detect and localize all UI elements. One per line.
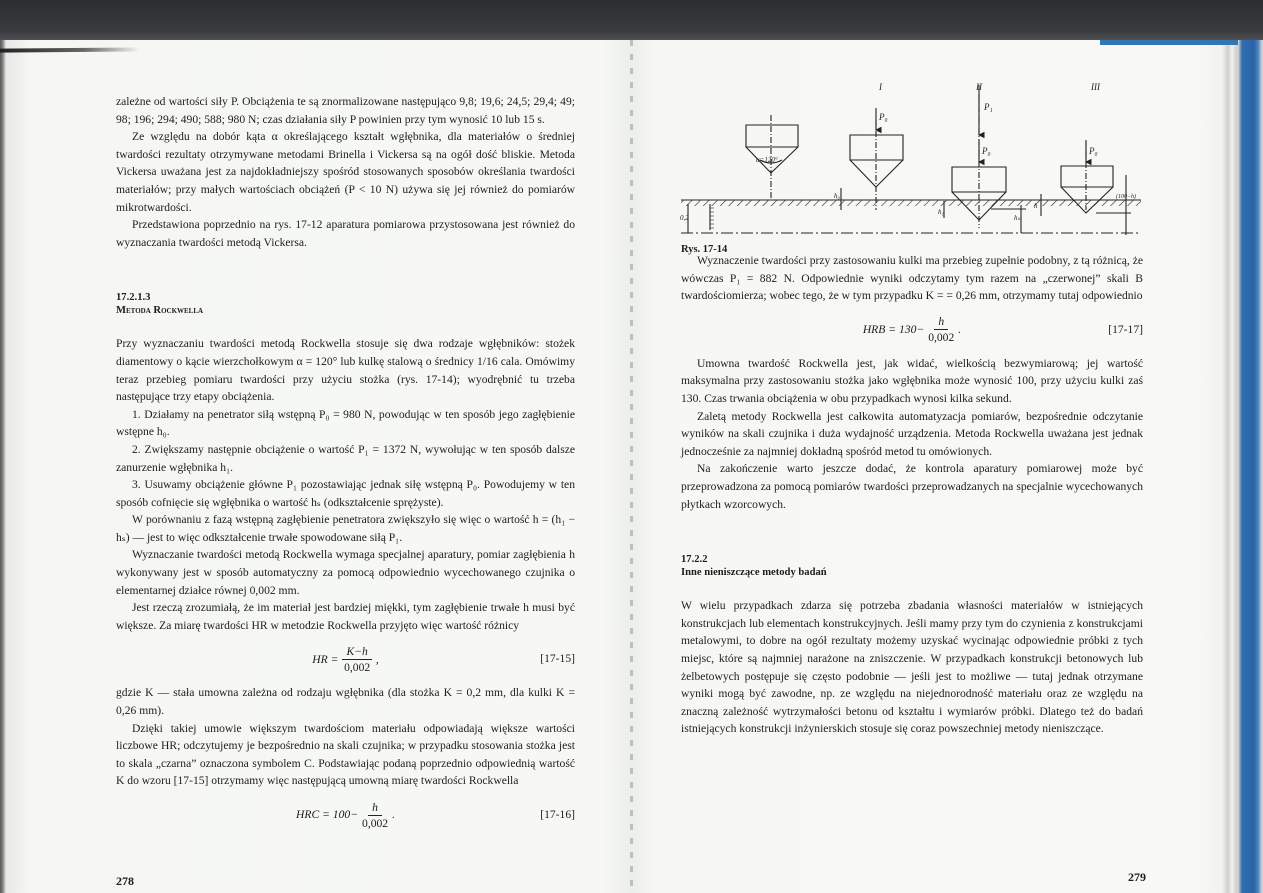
formula-17-17: [681, 311, 1143, 349]
paragraph: zależne od wartości siły P. Obciążenia te są znormalizowane następująco 9,8; 19,6; 24,5; 29,4; 49; 98; 196; 294; 490; 588; 980 N; czas działania siły P powinien przy tym wynosić 10 lub 15 s.: [116, 95, 575, 126]
paragraph: Jest rzeczą zrozumiałą, że im materiał jest bardziej miękki, tym zagłębienie trwałe h musi być większe. Za miarę twardości HR w metodzie Rockwella przyjęto więc wartość różnicy: [116, 601, 575, 632]
paragraph: Zaletą metody Rockwella jest całkowita automatyzacja pomiarów, bezpośrednie odczytanie wyników na skali czujnika i duża wydajność urządzenia. Metoda Rockwella uważana jest jednak jednocześnie za najmniej dokładną spośród metod tu omówionych.: [681, 409, 1143, 458]
equation-number: [17-15]: [540, 652, 575, 666]
page-number-right: 279: [1128, 870, 1146, 884]
paragraph: W porównaniu z fazą wstępną zagłębienie penetratora zwiększyło się więc o wartość h = (h₁ − hₛ) — jest to więc odkształcenie trwałe spowodowane siłą P₁.: [116, 513, 575, 544]
section-heading: [681, 553, 1143, 579]
book-spread: [0, 40, 1263, 893]
book-gutter: [630, 40, 633, 893]
formula-17-16: [116, 796, 575, 834]
formula-denominator: 0,002: [362, 816, 389, 830]
paragraph: Przedstawiona poprzednio na rys. 17-12 aparatura pomiarowa przystosowana jest również do wyznaczania twardości metodą Vickersa.: [116, 218, 575, 249]
paragraph: Przy wyznaczaniu twardości metodą Rockwella stosuje się dwa rodzaje wgłębników: stożek diamentowy o kącie wierzchołkowym α = 120° lub kulkę stalową o średnicy 1/16 cala. Omówimy teraz przebieg pomiaru twardości przy użyciu stożka (rys. 17-14); wyodrębnić tu trzeba następujące trzy etapy obciążenia.: [116, 337, 575, 404]
paragraph: Wyznaczenie twardości przy zastosowaniu kulki ma przebieg zupełnie podobny, z tą różnicą, że wówczas P₁ = 882 N. Odpowiednie wyniki odczytamy tym razem na „czerwonej” skali B twardościomierza; wobec tego, że w tym przypadku K = = 0,26 mm, otrzymamy tutaj odpowiednio: [681, 254, 1143, 303]
svg-text:(100−h): (100−h): [1116, 194, 1137, 200]
section-title: Metoda Rockwella: [116, 305, 204, 317]
formula-lhs: HRB = 130−: [862, 322, 925, 336]
formula-lhs: HR =: [312, 652, 339, 666]
formula-trail: ,: [375, 652, 379, 666]
section-number: 17.2.1.3: [116, 292, 151, 304]
svg-text:h₁: h₁: [938, 208, 944, 216]
section-title: Inne nieniszczące metody badań: [681, 567, 827, 579]
formula-numerator: h: [368, 800, 382, 816]
svg-text:P₀: P₀: [1089, 146, 1098, 156]
stage-label-ii: II: [976, 82, 982, 92]
stage-label-i: I: [879, 82, 882, 92]
paragraph: Dzięki takiej umowie większym twardościom materiału odpowiadają większe wartości liczbowe HR; odczytujemy je bezpośrednio na skali czujnika; w przypadku stosowania stożka jest to skala „czarna” oznaczona symbolem C. Podstawiając podaną poprzednio odpowiednią wartość K do wzoru [17-15] otrzymamy więc następującą umowną miarę twardości Rockwella: [116, 721, 575, 788]
formula-trail: .: [958, 322, 962, 336]
figure-caption: Rys. 17-14: [681, 244, 728, 255]
list-item: 2. Zwiększamy następnie obciążenie o wartość P₁ = 1372 N, wywołując w ten sposób dalsze zanurzenie wgłębnika h₁.: [116, 442, 575, 474]
paragraph: Umowna twardość Rockwella jest, jak widać, wielkością bezwymiarową; jej wartość maksymalna przy zastosowaniu stożka jako wgłębnika może wynosić 100, przy użyciu kulki zaś 130. Czas trwania obciążenia w obu przypadkach wynosi kilka sekund.: [681, 356, 1143, 405]
svg-text:P₀: P₀: [982, 146, 991, 156]
section-number: 17.2.2: [681, 554, 708, 566]
right-page-text: [681, 252, 1143, 738]
section-heading: [116, 291, 575, 317]
svg-text:h₀: h₀: [834, 192, 840, 200]
formula-denominator: 0,002: [928, 331, 955, 345]
svg-text:P₀: P₀: [879, 112, 888, 122]
book-cover-edge-top: [1100, 40, 1250, 45]
paragraph: Na zakończenie warto jeszcze dodać, że kontrola aparatury pomiarowej może być przeprowadzona za pomocą pomiarów twardości przeprowadzanych na specjalnie wycechowanych płytkach wzorcowych.: [681, 462, 1143, 511]
svg-text:h: h: [1034, 202, 1038, 210]
equation-number: [17-17]: [1108, 322, 1143, 336]
paragraph: gdzie K — stała umowna zależna od rodzaju wgłębnika (dla stożka K = 0,2 mm, dla kulki K = 0,26 mm).: [116, 686, 575, 718]
formula-numerator: h: [934, 314, 948, 330]
paragraph: W wielu przypadkach zdarza się potrzeba zbadania własności materiałów w istniejących konstrukcjach lub elementach konstrukcyjnych. Jeśli mamy przy tym do czynienia z konstrukcjami metalowymi, to dobre na ogół rezultaty możemy uzyskać wycinając odpowiednie próbki z tych miejsc, które są najmniej narażone na zniszczenie. W przypadkach konstrukcji betonowych lub żelbetowych postępuje się często podobnie — jeśli jest to możliwe — tutaj jednak otrzymane wyniki mogą być zawodne, np. ze względu na niejednorodność materiału oraz ze względu na znaczną zależność wytrzymałości betonu od kształtu i wymiarów próbki. Dlatego też do badań istniejących konstrukcji inżynierskich stosuje się coraz powszechniej metody nieniszczące.: [681, 599, 1143, 736]
list-item: 3. Usuwamy obciążenie główne P₁ pozostawiając jednak siłę wstępną P₀. Powodujemy w ten sposób cofnięcie się wgłębnika o wartość hₛ (odkształcenie sprężyste).: [116, 478, 575, 509]
formula-17-15: [116, 640, 575, 678]
page-edge-shadow: [0, 47, 140, 52]
page-number-left: 278: [116, 874, 134, 888]
equation-number: [17-16]: [540, 808, 575, 821]
book-cover-edge-right: [1238, 40, 1263, 893]
figure-rockwell-stages: [676, 80, 1146, 265]
svg-text:α=120°: α=120°: [756, 156, 778, 164]
paragraph: Ze względu na dobór kąta α określającego kształt wgłębnika, dla materiałów o średniej twardości rezultaty otrzymywane metodami Brinella i Vickersa są na ogół dość bliskie. Metoda Vickersa uważana jest za najdokładniejszy spośród stosowanych sposobów określania twardości materiałów; przy małych wartościach obciążeń (P < 10 N) używa się jej również do pomiarów mikrotwardości.: [116, 130, 575, 214]
scanner-background: [0, 0, 1263, 44]
svg-text:P₁: P₁: [984, 102, 993, 112]
paragraph: Wyznaczanie twardości metodą Rockwella wymaga specjalnej aparatury, pomiar zagłębienia h wykonywany jest w sposób automatyczny za pomocą odpowiednio wycechowanego czujnika o elementarnej działce równej 0,002 mm.: [116, 548, 575, 597]
list-item: 1. Działamy na penetrator siłą wstępną P₀ = 980 N, powodując w ten sposób jego zagłębienie wstępne h₀.: [116, 407, 575, 439]
svg-text:hₛ: hₛ: [1014, 214, 1021, 222]
stage-label-iii: III: [1091, 82, 1100, 92]
formula-denominator: 0,002: [344, 660, 371, 674]
formula-trail: .: [392, 808, 396, 822]
formula-numerator: K−h: [342, 644, 371, 660]
svg-text:0,2: 0,2: [680, 214, 689, 222]
formula-lhs: HRC = 100−: [295, 808, 359, 822]
left-page-text: [116, 93, 575, 840]
